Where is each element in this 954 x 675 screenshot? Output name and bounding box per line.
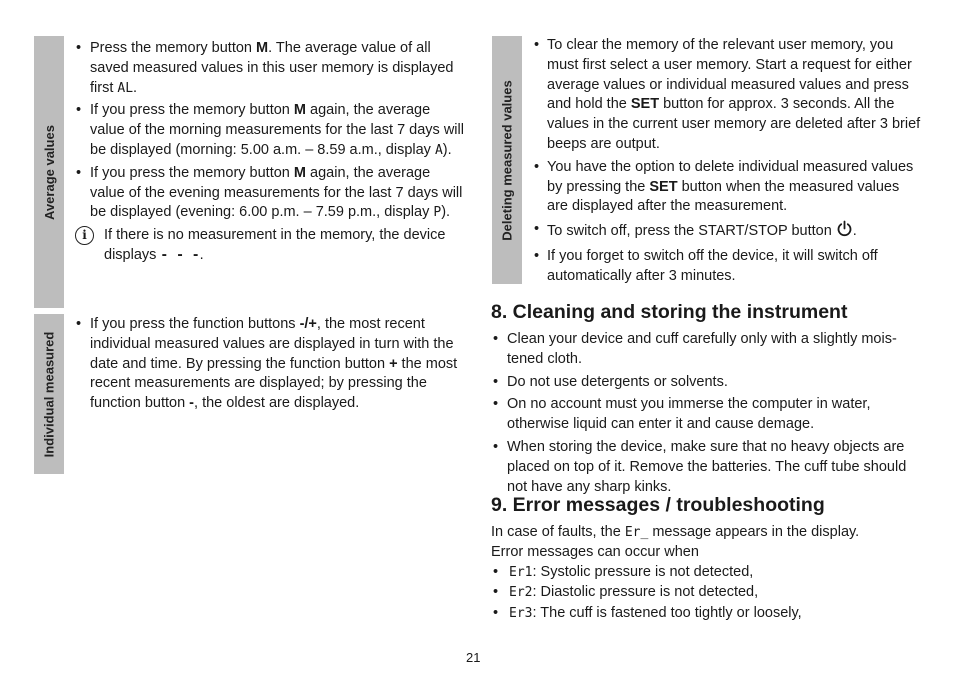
list-item: • Do not use detergents or solvents.: [491, 373, 923, 393]
lcd-symbol: Er3: [509, 606, 533, 622]
right-column: [533, 36, 921, 290]
lcd-symbol: Er_: [624, 525, 649, 540]
list-item: • If you press the memory button M again, the average value of the evening measurements for the last 7 days will be displayed (evening: 6.00 p.m. – 7.59 p.m., display P).: [74, 164, 466, 223]
list-item: • Er1: Systolic pressure is not detected,: [491, 563, 923, 583]
individual-values-list: [74, 315, 466, 414]
left-column-individual: [74, 315, 466, 417]
list-item: • Clean your device and cuff carefully only with a slightly moistened cloth.: [491, 330, 923, 370]
left-column-average: [74, 39, 466, 266]
deleting-values-list: [533, 36, 921, 287]
section-title-cleaning: 8. Cleaning and storing the instrument: [491, 301, 848, 323]
list-item: • If you forget to switch off the device, it will switch off automatically after 3 minutes.: [533, 247, 921, 287]
errors-section: [491, 493, 923, 625]
list-item: • If you press the memory button M again, the average value of the morning measurements for the last 7 days will be displayed (morning: 5.00 a.m. – 8.59 a.m., display A).: [74, 101, 466, 160]
list-item: • To clear the memory of the relevant user memory, you must first select a user memory. Start a request for either average values or individual measured values and press and hold the SET button for approx. 3 seconds. All the values in the current user memory are deleted after 3 brief beeps are output.: [533, 36, 921, 155]
lcd-symbol: A: [434, 142, 443, 158]
info-note: i If there is no measurement in the memory, the device displays - - -.: [74, 226, 466, 266]
page-number: 21: [466, 650, 481, 665]
list-item: • Er2: Diastolic pressure is not detected,: [491, 583, 923, 603]
lcd-symbol: P: [433, 205, 442, 221]
tab-deleting-label: Deleting measured values: [499, 79, 515, 241]
lcd-symbol: - - -: [160, 247, 200, 263]
tab-individual-measured-label: Individual measured: [41, 331, 57, 457]
lcd-symbol: Er2: [509, 585, 533, 601]
list-item: • To switch off, press the START/STOP button .: [533, 220, 921, 244]
info-icon: i: [75, 226, 94, 245]
tab-individual-measured: [34, 314, 64, 474]
errors-intro: In case of faults, the Er_ message appears in the display.: [491, 524, 860, 540]
list-item: • You have the option to delete individual measured values by pressing the SET button when the measured values are displayed after the measurement.: [533, 158, 921, 217]
section-title-errors: 9. Error messages / troubleshooting: [491, 494, 825, 516]
tab-average-values-label: Average values: [41, 124, 57, 220]
lcd-symbol: Er1: [509, 564, 533, 580]
list-item: • On no account must you immerse the computer in water, otherwise liquid can enter it and cause demage.: [491, 395, 923, 435]
tab-average-values: [34, 36, 64, 308]
list-item: • Press the memory button M. The average value of all saved measured values in this user memory is displayed first AL.: [74, 39, 466, 98]
lcd-symbol: AL: [117, 80, 134, 96]
tab-deleting-measured-values: [492, 36, 522, 284]
list-item: • When storing the device, make sure that no heavy objects are placed on top of it. Remove the batteries. The cuff tube should not have any sharp kinks.: [491, 438, 923, 497]
cleaning-list: [491, 330, 923, 497]
errors-list: [491, 563, 923, 624]
errors-intro-2: Error messages can occur when: [491, 543, 699, 560]
power-icon: [836, 220, 853, 244]
list-item: • Er3: The cuff is fastened too tightly or loosely,: [491, 604, 923, 624]
list-item: • If you press the function buttons -/+, the most recent individual measured values are displayed in turn with the date and time. By pressing the function button + the most recent measurements are displayed; by pressing the function button -, the oldest are displayed.: [74, 315, 466, 414]
average-values-list: [74, 39, 466, 223]
cleaning-section: [491, 300, 923, 500]
